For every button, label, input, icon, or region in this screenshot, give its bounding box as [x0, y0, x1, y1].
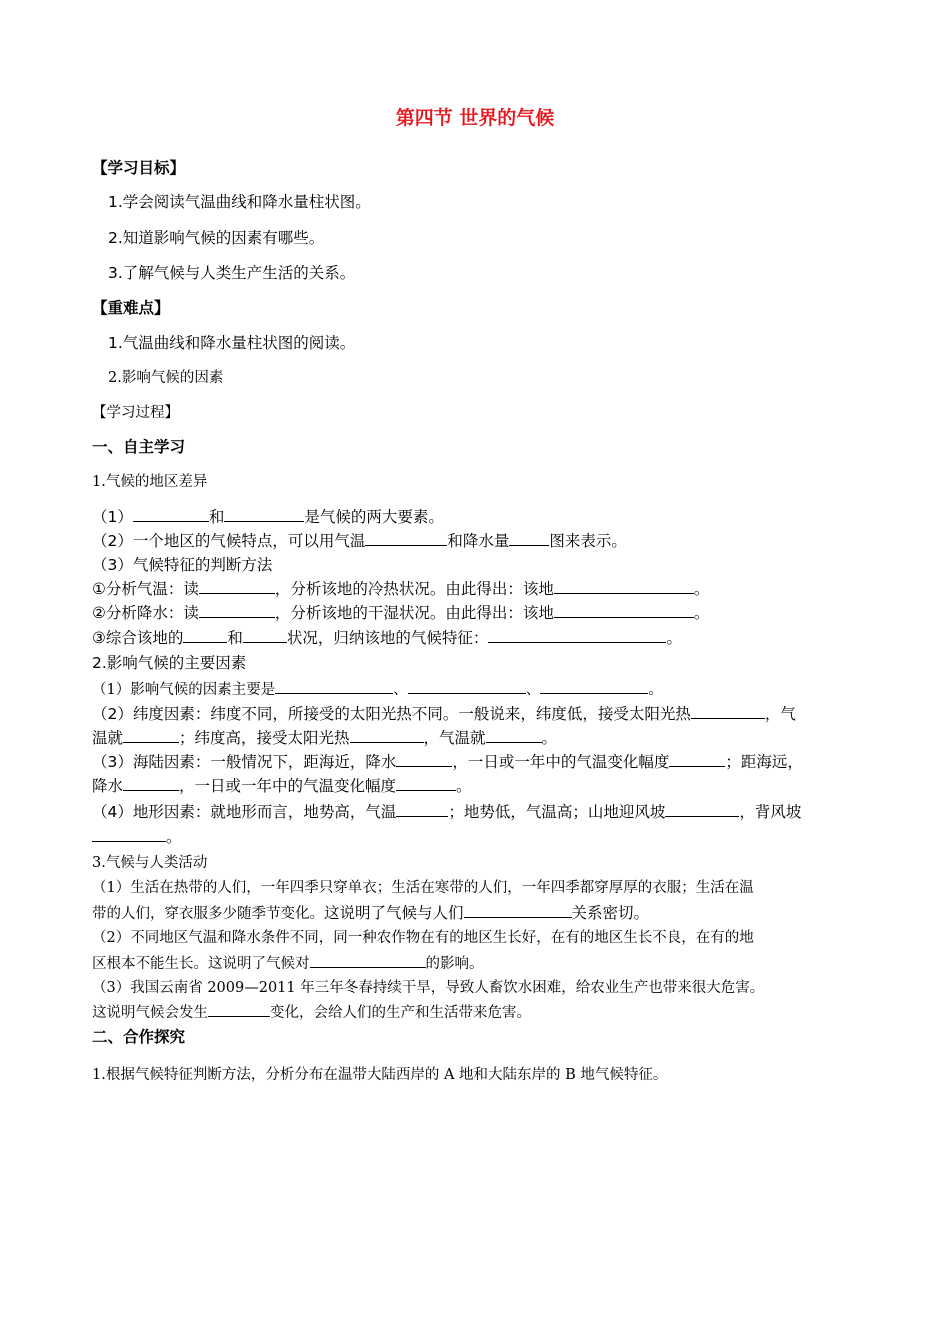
question-3: （3）气候特征的判断方法	[92, 556, 273, 574]
blank	[396, 800, 448, 817]
blank	[691, 702, 765, 719]
factor-4-line2: 。	[92, 825, 182, 849]
human-2-line2: 区根本不能生长。这说明了气候对 的影响。	[92, 951, 484, 976]
part2-question-1: 1.根据气候特征判断方法，分析分布在温带大陆西岸的 A 地和大陆东岸的 B 地气候特征。	[92, 1067, 668, 1083]
blank	[199, 601, 275, 618]
question-2: （2）一个地区的气候特点，可以用气温 和降水量 图来表示。	[92, 529, 627, 553]
blank	[92, 825, 166, 842]
question-3c: ③综合该地的 和 状况，归纳该地的气候特征： 。	[92, 626, 682, 650]
factor-3-line1: （3）海陆因素：一般情况下，距海近，降水 ，一日或一年中的气温变化幅度 ；距海远，	[92, 750, 803, 774]
blank	[208, 1000, 270, 1017]
goal-item: 3.了解气候与人类生产生活的关系。	[108, 264, 356, 282]
factor-4-line1: （4）地形因素：就地形而言，地势高，气温 ；地势低，气温高；山地迎风坡 ，背风坡	[92, 800, 801, 824]
human-3-line2: 这说明气候会发生 变化，会给人们的生产和生活带来危害。	[92, 1000, 531, 1025]
goals-heading: 【学习目标】	[92, 159, 186, 177]
question-1: （1） 和 是气候的两大要素。	[92, 505, 444, 529]
factor-1: （1）影响气候的因素主要是 、 、 。	[92, 677, 663, 702]
section-title: 3.气候与人类活动	[92, 855, 208, 871]
blank	[133, 505, 209, 522]
blank	[665, 800, 739, 817]
blank	[408, 677, 526, 694]
section-title: 1.气候的地区差异	[92, 474, 208, 490]
blank	[486, 726, 542, 743]
blank	[509, 529, 549, 546]
blank	[488, 626, 666, 643]
human-3-line1: （3）我国云南省 2009—2011 年三年冬春持续干旱，导致人畜饮水困难，给农业生产也带来很大危害。	[92, 980, 765, 996]
part2-heading: 二、合作探究	[92, 1028, 186, 1046]
part1-heading: 一、自主学习	[92, 438, 186, 456]
blank	[464, 901, 572, 918]
section-title: 2.影响气候的主要因素	[92, 654, 247, 672]
blank	[183, 626, 227, 643]
human-1-line2: 带的人们，穿衣服多少随季节变化。这说明了气候与人们 关系密切。	[92, 901, 649, 926]
factor-3-line2: 降水 ，一日或一年中的气温变化幅度 。	[92, 774, 472, 798]
blank	[243, 626, 287, 643]
blank	[540, 677, 648, 694]
blank	[365, 529, 447, 546]
document-title: 第四节 世界的气候	[395, 107, 555, 129]
blank	[123, 774, 179, 791]
question-3a: ①分析气温：读 ，分析该地的冷热状况。由此得出：该地 。	[92, 577, 709, 601]
process-heading: 【学习过程】	[92, 405, 179, 421]
goal-item: 1.学会阅读气温曲线和降水量柱状图。	[108, 193, 371, 211]
key-point-item: 2.影响气候的因素	[108, 370, 224, 386]
blank	[224, 505, 304, 522]
blank	[310, 951, 426, 968]
blank	[199, 577, 275, 594]
blank	[396, 774, 456, 791]
human-2-line1: （2）不同地区气温和降水条件不同，同一种农作物在有的地区生长好，在有的地区生长不良，在有的地	[92, 930, 754, 946]
key-points-heading: 【重难点】	[92, 299, 170, 317]
factor-2-line1: （2）纬度因素：纬度不同，所接受的太阳光热不同。一般说来，纬度低，接受太阳光热 ，气	[92, 702, 796, 726]
blank	[275, 677, 393, 694]
question-3b: ②分析降水：读 ，分析该地的干湿状况。由此得出：该地 。	[92, 601, 709, 625]
factor-2-line2: 温就 ；纬度高，接受太阳光热 ，气温就 。	[92, 726, 557, 750]
blank	[350, 726, 424, 743]
key-point-item: 1.气温曲线和降水量柱状图的阅读。	[108, 334, 356, 352]
blank	[554, 577, 694, 594]
goal-item: 2.知道影响气候的因素有哪些。	[108, 229, 325, 247]
blank	[396, 750, 452, 767]
blank	[669, 750, 725, 767]
blank	[123, 726, 179, 743]
blank	[554, 601, 694, 618]
human-1-line1: （1）生活在热带的人们，一年四季只穿单衣；生活在寒带的人们，一年四季都穿厚厚的衣服；生活在温	[92, 880, 754, 896]
